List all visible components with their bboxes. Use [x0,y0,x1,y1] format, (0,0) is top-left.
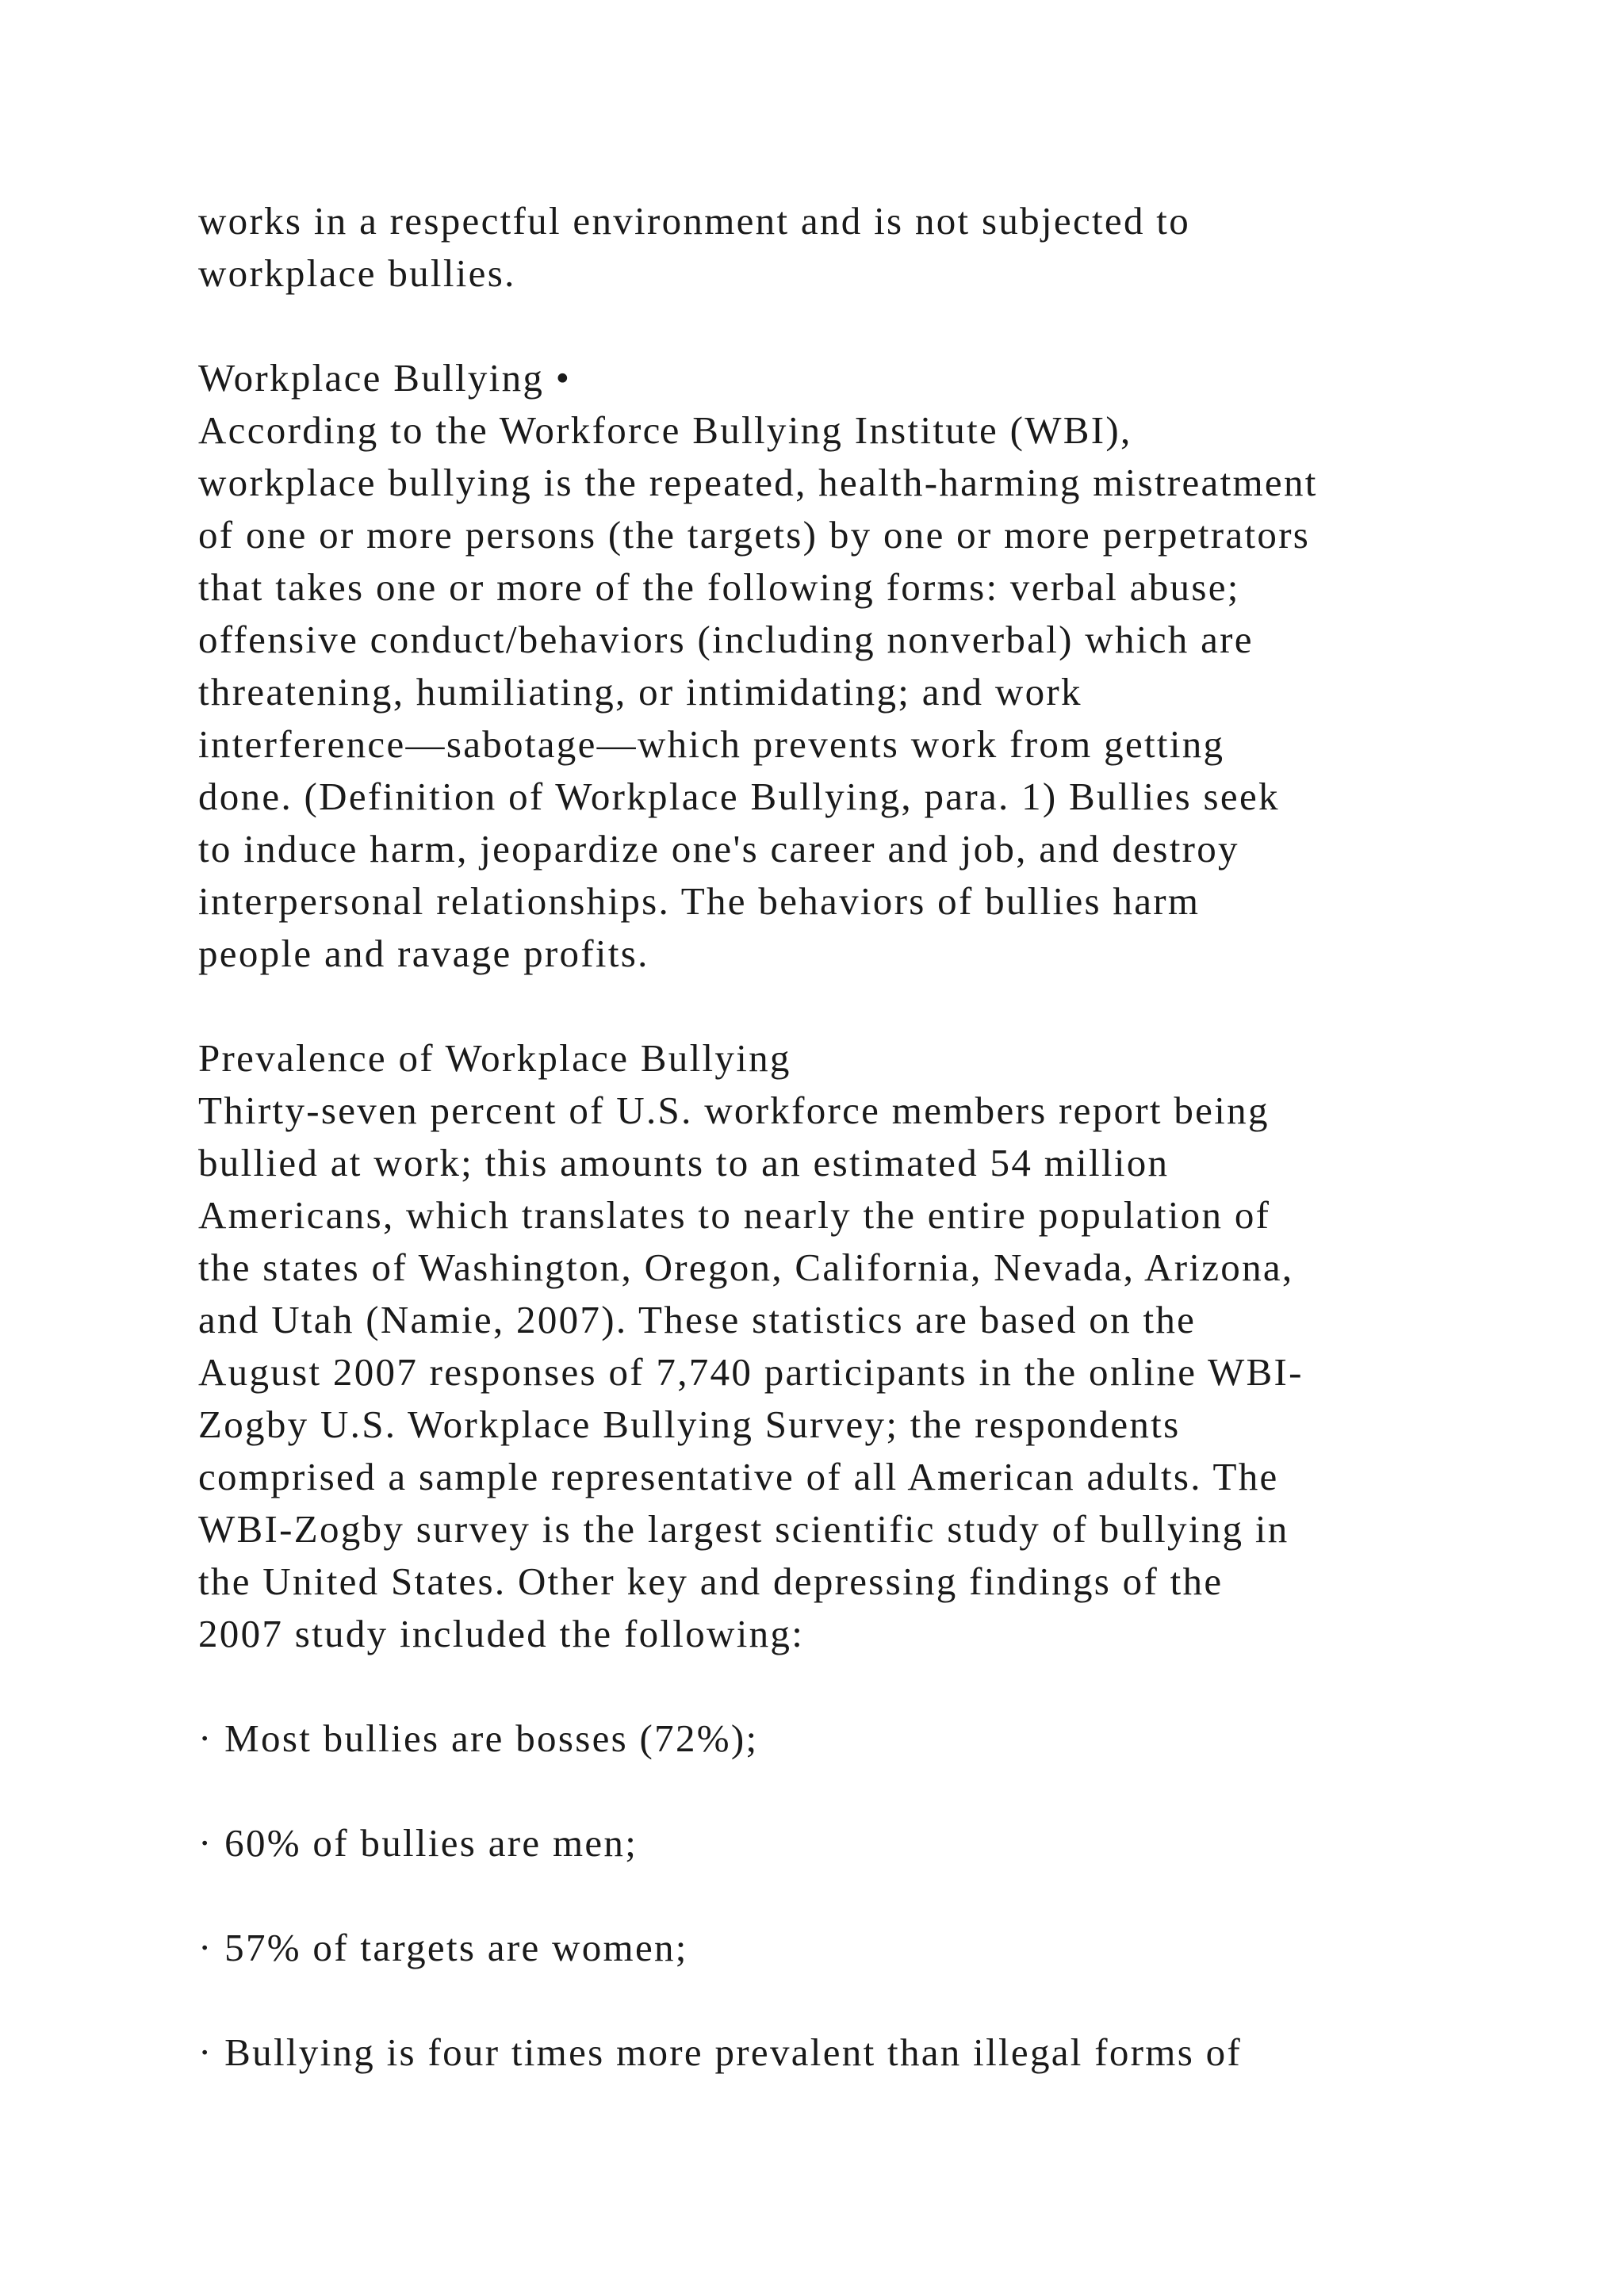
paragraph-gap [198,980,1499,1032]
text-line: that takes one or more of the following forms: verbal abuse; [198,565,1240,609]
text-line: offensive conduct/behaviors (including nonverbal) which are [198,618,1254,661]
text-line: works in a respectful environment and is not subjected to [198,199,1191,243]
document-page [198,195,1499,2079]
text-line: done. (Definition of Workplace Bullying, para. 1) Bullies seek [198,775,1280,818]
text-line: workplace bullying is the repeated, health-harming mistreatment [198,461,1318,504]
text-line: workplace bullies. [198,251,516,295]
text-line: interference—sabotage—which prevents work from getting [198,722,1225,766]
text-line: interpersonal relationships. The behaviors of bullies harm [198,879,1201,923]
text-line: Zogby U.S. Workplace Bullying Survey; the respondents [198,1402,1181,1446]
section-prevalence [198,1032,1499,1660]
text-line: the states of Washington, Oregon, California, Nevada, Arizona, [198,1246,1294,1289]
section-workplace-bullying [198,352,1499,980]
paragraph-gap [198,1974,1499,2026]
text-line: of one or more persons (the targets) by one or more perpetrators [198,513,1311,557]
section-heading: Prevalence of Workplace Bullying [198,1036,791,1080]
text-line: threatening, humiliating, or intimidating; and work [198,670,1082,714]
text-line: Americans, which translates to nearly the entire population of [198,1193,1271,1237]
paragraph-gap [198,300,1499,352]
list-item: · Bullying is four times more prevalent than illegal forms of [198,2030,1243,2074]
paragraph-gap [198,1765,1499,1817]
text-line: Thirty-seven percent of U.S. workforce members report being [198,1089,1270,1132]
text-line: to induce harm, jeopardize one's career and job, and destroy [198,827,1239,871]
bullet-list [198,1712,1499,2079]
paragraph-gap [198,1660,1499,1712]
intro-paragraph [198,195,1499,300]
text-line: 2007 study included the following: [198,1612,805,1655]
text-line: and Utah (Namie, 2007). These statistics are based on the [198,1298,1197,1341]
text-line: the United States. Other key and depressing findings of the [198,1559,1224,1603]
text-line: August 2007 responses of 7,740 participants in the online WBI- [198,1350,1304,1394]
list-item: · 60% of bullies are men; [198,1821,638,1865]
text-line: people and ravage profits. [198,932,649,975]
text-line: bullied at work; this amounts to an estimated 54 million [198,1141,1170,1184]
section-heading: Workplace Bullying • [198,356,572,400]
text-line: WBI-Zogby survey is the largest scientific study of bullying in [198,1507,1289,1551]
text-line: According to the Workforce Bullying Institute (WBI), [198,408,1132,452]
text-line: comprised a sample representative of all American adults. The [198,1455,1279,1498]
paragraph-gap [198,1869,1499,1922]
list-item: · Most bullies are bosses (72%); [198,1716,759,1760]
list-item: · 57% of targets are women; [198,1926,688,1969]
